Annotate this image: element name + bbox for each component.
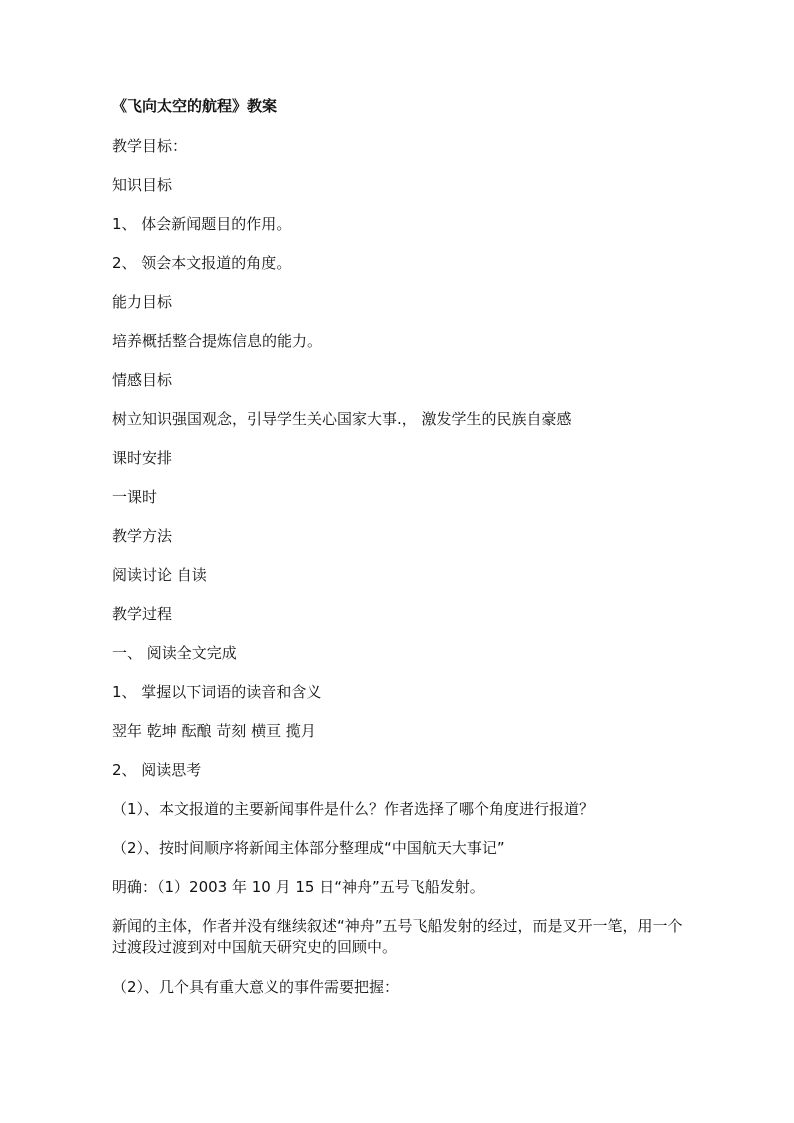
process-step-1: 一、 阅读全文完成 bbox=[112, 644, 237, 662]
vocabulary-list: 翌年 乾坤 酝酿 苛刻 横亘 揽月 bbox=[112, 722, 316, 740]
subheading-teaching-process: 教学过程 bbox=[112, 605, 173, 623]
class-hours-text: 一课时 bbox=[112, 488, 158, 506]
subheading-knowledge-goals: 知识目标 bbox=[112, 176, 173, 194]
document-content bbox=[112, 96, 692, 1016]
ability-goal-text: 培养概括整合提炼信息的能力。 bbox=[112, 332, 323, 350]
paragraph-body: 新闻的主体，作者并没有继续叙述“神舟”五号飞船发射的经过，而是叉开一笔，用一个过渡段过渡到对中国航天研究史的回顾中。 bbox=[112, 917, 683, 956]
section-heading-teaching-goals: 教学目标： bbox=[112, 137, 188, 155]
knowledge-goal-1: 1、 体会新闻题目的作用。 bbox=[112, 215, 292, 233]
question-1: （1）、本文报道的主要新闻事件是什么？作者选择了哪个角度进行报道？ bbox=[112, 800, 595, 818]
answer-1: 明确：（1）2003 年 10 月 15 日“神舟”五号飞船发射。 bbox=[112, 878, 485, 896]
teaching-methods-text: 阅读讨论 自读 bbox=[112, 566, 207, 584]
subheading-class-hours: 课时安排 bbox=[112, 449, 173, 467]
knowledge-goal-2: 2、 领会本文报道的角度。 bbox=[112, 254, 292, 272]
document-title: 《飞向太空的航程》教案 bbox=[112, 97, 278, 115]
process-substep-1: 1、 掌握以下词语的读音和含义 bbox=[112, 683, 322, 701]
emotional-goal-text: 树立知识强国观念，引导学生关心国家大事.， 激发学生的民族自豪感 bbox=[112, 410, 572, 428]
subheading-ability-goals: 能力目标 bbox=[112, 293, 173, 311]
process-substep-2: 2、 阅读思考 bbox=[112, 761, 202, 779]
question-2-followup: （2）、几个具有重大意义的事件需要把握： bbox=[112, 978, 400, 996]
subheading-emotional-goals: 情感目标 bbox=[112, 371, 173, 389]
question-2: （2）、按时间顺序将新闻主体部分整理成“中国航天大事记” bbox=[112, 839, 505, 857]
subheading-teaching-methods: 教学方法 bbox=[112, 527, 173, 545]
